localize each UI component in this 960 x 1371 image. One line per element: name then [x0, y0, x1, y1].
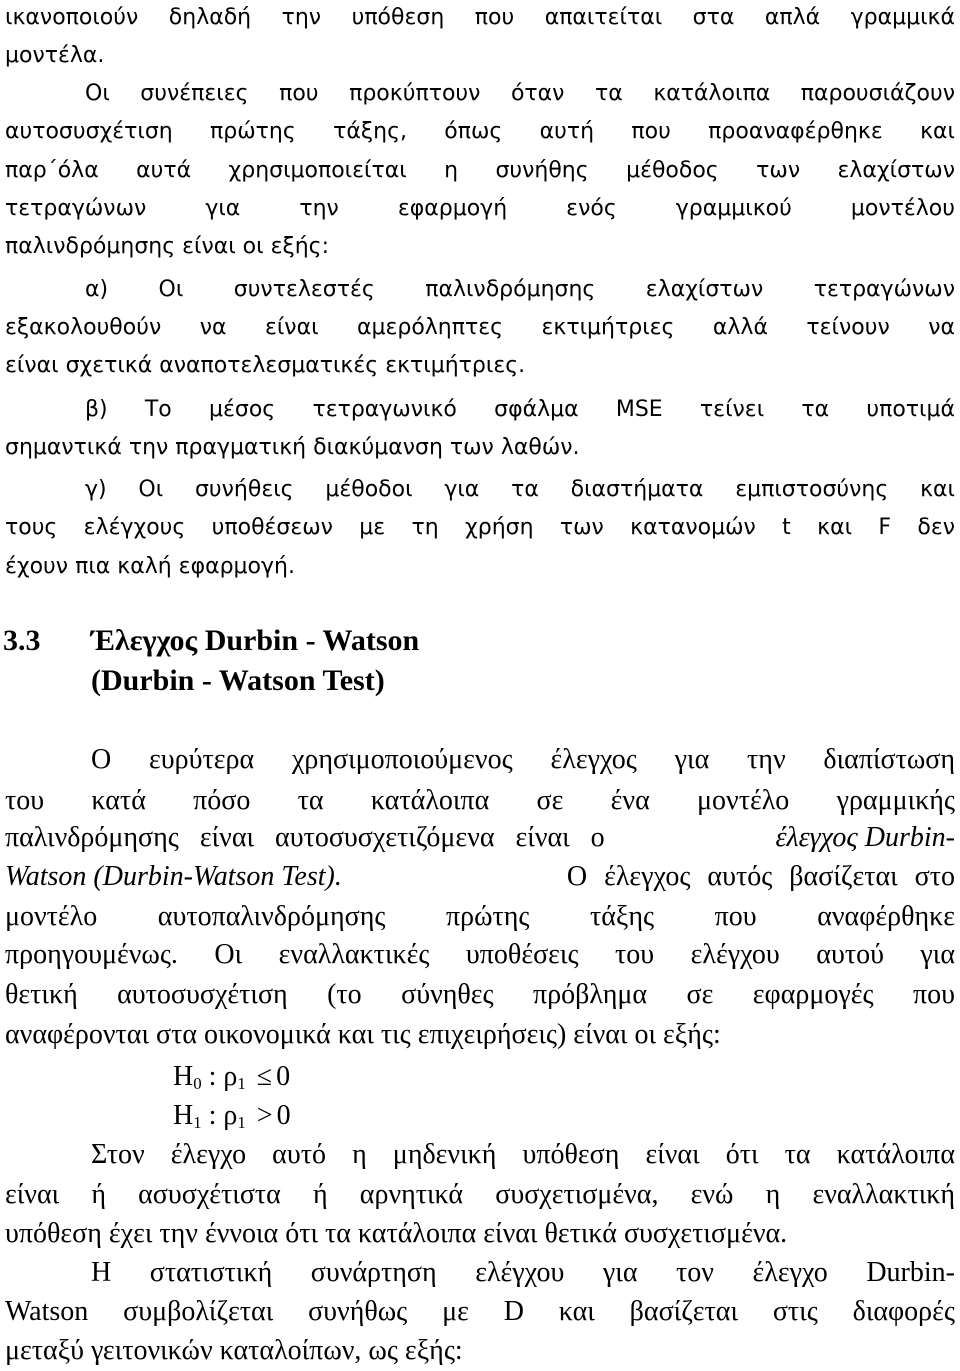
subscript: 0 — [193, 1074, 202, 1094]
symbol-rho: ρ — [223, 1061, 238, 1092]
paragraph-line: υπόθεση έχει την έννοια ότι τα κατάλοιπα είναι θετικά συσχετισμένα. — [5, 1218, 788, 1249]
section-title: Έλεγχος Durbin - Watson — [91, 624, 420, 657]
paragraph-line: Watson συμβολίζεται συνήθως με D και βασίζεται στις διαφορές — [5, 1296, 955, 1327]
subscript: 1 — [237, 1074, 246, 1094]
paragraph-line: προηγουμένως. Οι εναλλακτικές υποθέσεις του ελέγχου αυτού για — [5, 939, 955, 970]
text-line: μοντέλα. — [5, 43, 105, 68]
text-line: έχουν πια καλή εφαρμογή. — [5, 554, 295, 579]
paragraph-text: παλινδρόμησης είναι αυτοσυσχετιζόμενα είναι ο — [5, 822, 605, 853]
text-line: εξακολουθούν να είναι αμερόληπτες εκτιμήτριες αλλά τείνουν να — [5, 315, 955, 340]
subscript: 1 — [237, 1113, 246, 1133]
text-line: Οι συνέπειες που προκύπτουν όταν τα κατάλοιπα παρουσιάζουν — [85, 81, 955, 106]
text-line: τους ελέγχους υποθέσεων με τη χρήση των κατανομών t και F δεν — [5, 515, 955, 540]
text-line: α) Οι συντελεστές παλινδρόμησης ελαχίστων τετραγώνων — [85, 277, 955, 302]
text-line: αυτοσυσχέτιση πρώτης τάξης, όπως αυτή που προαναφέρθηκε και — [5, 119, 955, 144]
symbol-h: H — [173, 1100, 194, 1131]
hypothesis-h1 — [173, 1101, 473, 1131]
paragraph-line: Ο ευρύτερα χρησιμοποιούμενος έλεγχος για την διαπίστωση — [91, 744, 955, 775]
hypothesis-h0 — [173, 1062, 473, 1092]
paragraph-line: θετική αυτοσυσχέτιση (το σύνηθες πρόβλημα σε εφαρμογές που — [5, 979, 955, 1010]
text-line: γ) Οι συνήθεις μέθοδοι για τα διαστήματα εμπιστοσύνης και — [85, 477, 955, 502]
operator: > — [256, 1100, 273, 1131]
emphasis-text: Watson (Durbin-Watson Test). — [5, 861, 342, 892]
paragraph-line: μοντέλο αυτοπαλινδρόμησης πρώτης τάξης που αναφέρθηκε — [5, 901, 955, 932]
rhs: 0 — [276, 1100, 291, 1131]
colon: : — [208, 1061, 217, 1092]
text-line: παρ΄όλα αυτά χρησιμοποιείται η συνήθης μέθοδος των ελαχίστων — [5, 158, 955, 183]
section-subtitle: (Durbin - Watson Test) — [91, 664, 385, 697]
paragraph-line: αναφέρονται στα οικονομικά και τις επιχειρήσεις) είναι οι εξής: — [5, 1019, 721, 1050]
section-number: 3.3 — [3, 624, 41, 657]
rhs: 0 — [276, 1061, 291, 1092]
subscript: 1 — [193, 1113, 202, 1133]
paragraph-line: Στον έλεγχο αυτό η μηδενική υπόθεση είναι ότι τα κατάλοιπα — [91, 1139, 955, 1170]
text-line: β) Το μέσος τετραγωνικό σφάλμα MSE τείνει τα υποτιμά — [85, 397, 955, 422]
paragraph-line: του κατά πόσο τα κατάλοιπα σε ένα μοντέλο γραμμικής — [5, 785, 955, 816]
paragraph-line: είναι ή ασυσχέτιστα ή αρνητικά συσχετισμένα, ενώ η εναλλακτική — [5, 1179, 955, 1210]
text-line: παλινδρόμησης είναι οι εξής: — [5, 234, 330, 259]
paragraph-line — [5, 862, 955, 892]
text-line: σημαντικά την πραγματική διακύμανση των λαθών. — [5, 435, 580, 460]
symbol-h: H — [173, 1061, 194, 1092]
text-line: ικανοποιούν δηλαδή την υπόθεση που απαιτείται στα απλά γραμμικά — [5, 5, 955, 30]
symbol-rho: ρ — [223, 1100, 238, 1131]
paragraph-line: μεταξύ γειτονικών καταλοίπων, ως εξής: — [5, 1335, 463, 1366]
colon: : — [208, 1100, 217, 1131]
paragraph-text: Ο έλεγχος αυτός βασίζεται στο — [566, 861, 955, 892]
text-line: τετραγώνων για την εφαρμογή ενός γραμμικού μοντέλου — [5, 196, 955, 221]
operator: ≤ — [256, 1061, 273, 1092]
emphasis-text: έλεγχος Durbin- — [775, 822, 955, 853]
paragraph-line: Η στατιστική συνάρτηση ελέγχου για τον έλεγχο Durbin- — [91, 1257, 955, 1288]
paragraph-line — [5, 823, 955, 853]
text-line: είναι σχετικά αναποτελεσματικές εκτιμήτριες. — [5, 353, 526, 378]
